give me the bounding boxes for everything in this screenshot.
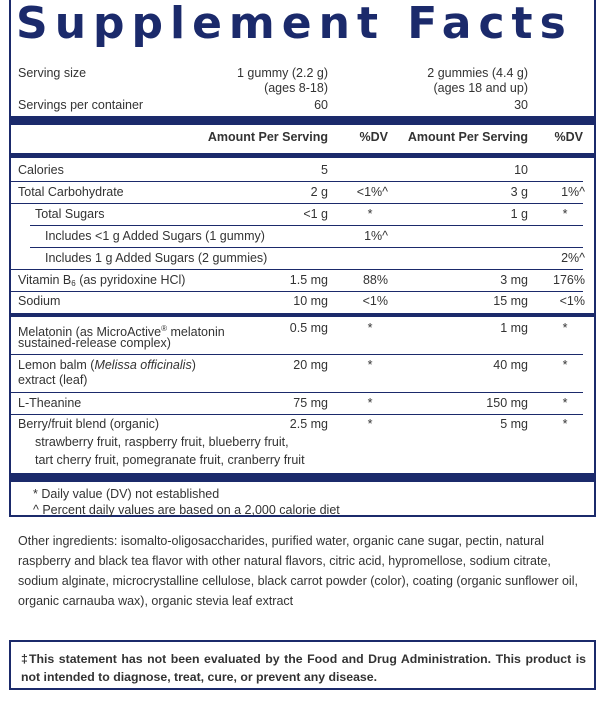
row-amount-1: 5 — [321, 163, 328, 177]
row-name-line3: tart cherry fruit, pomegranate fruit, cranberry fruit — [35, 453, 305, 467]
row-divider — [9, 354, 583, 355]
row-name: Berry/fruit blend (organic) — [18, 417, 160, 431]
row-divider — [9, 269, 583, 270]
row-name-line2: sustained-release complex) — [18, 336, 171, 350]
row-name-line2: strawberry fruit, raspberry fruit, blueberry fruit, — [35, 435, 289, 449]
row-dv-2: * — [562, 207, 568, 221]
thick-rule-top — [9, 116, 596, 125]
row-amount-2: 3 mg — [500, 273, 528, 287]
serving-col2-line1: 2 gummies (4.4 g) — [427, 66, 528, 80]
row-amount-1: 2 g — [310, 185, 328, 199]
row-amount-1: <1 g — [303, 207, 328, 221]
row-dv-2: * — [562, 396, 568, 410]
row-amount-2: 1 mg — [500, 321, 528, 335]
row-dv-2: 2%^ — [561, 251, 585, 265]
row-amount-1: 75 mg — [293, 396, 328, 410]
row-amount-1: 2.5 mg — [289, 417, 328, 431]
row-dv-1: 88% — [362, 273, 388, 287]
row-amount-2: 150 mg — [486, 396, 528, 410]
row-name: L-Theanine — [18, 396, 82, 410]
row-dv-2: * — [562, 358, 568, 372]
row-dv-1: <1%^ — [356, 185, 388, 199]
other-ingredients: Other ingredients: isomalto-oligosaccharides, purified water, organic cane sugar, pectin, natural raspberry and black tea flavor with other natural flavors, citric acid, hypromellose, sodium citrate, sodium alginate, microcrystalline cellulose, black carrot powder (color), coating (organic sunflower oil, organic carnauba wax), organic stevia leaf extract — [18, 534, 578, 608]
row-divider — [9, 181, 583, 182]
row-divider — [9, 392, 583, 393]
row-divider — [9, 291, 583, 292]
header-dv-2: %DV — [554, 130, 583, 144]
row-name: Includes 1 g Added Sugars (2 gummies) — [45, 251, 268, 265]
row-dv-2: 176% — [553, 273, 585, 287]
row-name: Calories — [18, 163, 64, 177]
row-name-lemon-balm: Lemon balm (Melissa officinalis) — [18, 358, 196, 372]
serving-col2-line2: (ages 18 and up) — [433, 81, 528, 95]
medium-rule — [9, 153, 596, 158]
serving-col1-line1: 1 gummy (2.2 g) — [236, 66, 328, 80]
row-dv-1: * — [367, 207, 373, 221]
row-amount-1: 10 mg — [293, 294, 328, 308]
row-dv-2: <1% — [559, 294, 585, 308]
row-dv-2: * — [562, 417, 568, 431]
row-amount-1: 1.5 mg — [289, 273, 328, 287]
servings-col1-count: 60 — [314, 98, 328, 112]
row-amount-2: 40 mg — [493, 358, 528, 372]
servings-col2-count: 30 — [514, 98, 528, 112]
thick-rule-bottom — [9, 473, 596, 482]
row-name-vitamin-b6: Vitamin $B_6$ (as pyridoxine HCl) — [18, 273, 186, 288]
row-amount-1: 20 mg — [293, 358, 328, 372]
row-amount-2: 5 mg — [500, 417, 528, 431]
row-dv-1: * — [367, 321, 373, 335]
row-dv-2: 1%^ — [561, 185, 585, 199]
footnote-star: * Daily value (DV) not established — [33, 487, 220, 501]
row-divider — [9, 414, 583, 415]
fda-disclaimer: ‡This statement has not been evaluated by the Food and Drug Administration. This product is not intended to diagnose, treat, cure, or prevent any disease. — [9, 640, 596, 690]
row-amount-2: 3 g — [510, 185, 528, 199]
row-divider — [30, 225, 583, 226]
row-dv-1: <1% — [362, 294, 388, 308]
row-amount-1: 0.5 mg — [289, 321, 328, 335]
row-name-melatonin: Melatonin (as MicroActive® melatonin — [18, 324, 225, 340]
row-dv-1: * — [367, 417, 373, 431]
row-divider — [9, 203, 583, 204]
row-dv-1: * — [367, 396, 373, 410]
row-name-line2: extract (leaf) — [18, 373, 88, 387]
row-dv-1: 1%^ — [364, 229, 388, 243]
row-amount-2: 1 g — [510, 207, 528, 221]
servings-per-container-label: Servings per container — [18, 98, 144, 112]
row-dv-2: * — [562, 321, 568, 335]
medium-rule — [9, 313, 596, 317]
serving-size-label: Serving size — [18, 66, 87, 80]
header-amount-1: Amount Per Serving — [207, 130, 328, 144]
serving-col1-line2: (ages 8-18) — [264, 81, 328, 95]
row-name: Includes <1 g Added Sugars (1 gummy) — [45, 229, 265, 243]
footnote-caret: ^ Percent daily values are based on a 2,000 calorie diet — [33, 503, 340, 517]
row-divider — [30, 247, 583, 248]
row-name: Total Carbohydrate — [18, 185, 124, 199]
header-dv-1: %DV — [359, 130, 388, 144]
row-amount-2: 15 mg — [493, 294, 528, 308]
row-name: Sodium — [18, 294, 61, 308]
row-dv-1: * — [367, 358, 373, 372]
panel-title: Supplement Facts — [16, 0, 573, 49]
row-name: Total Sugars — [35, 207, 105, 221]
row-amount-2: 10 — [514, 163, 528, 177]
header-amount-2: Amount Per Serving — [407, 130, 528, 144]
